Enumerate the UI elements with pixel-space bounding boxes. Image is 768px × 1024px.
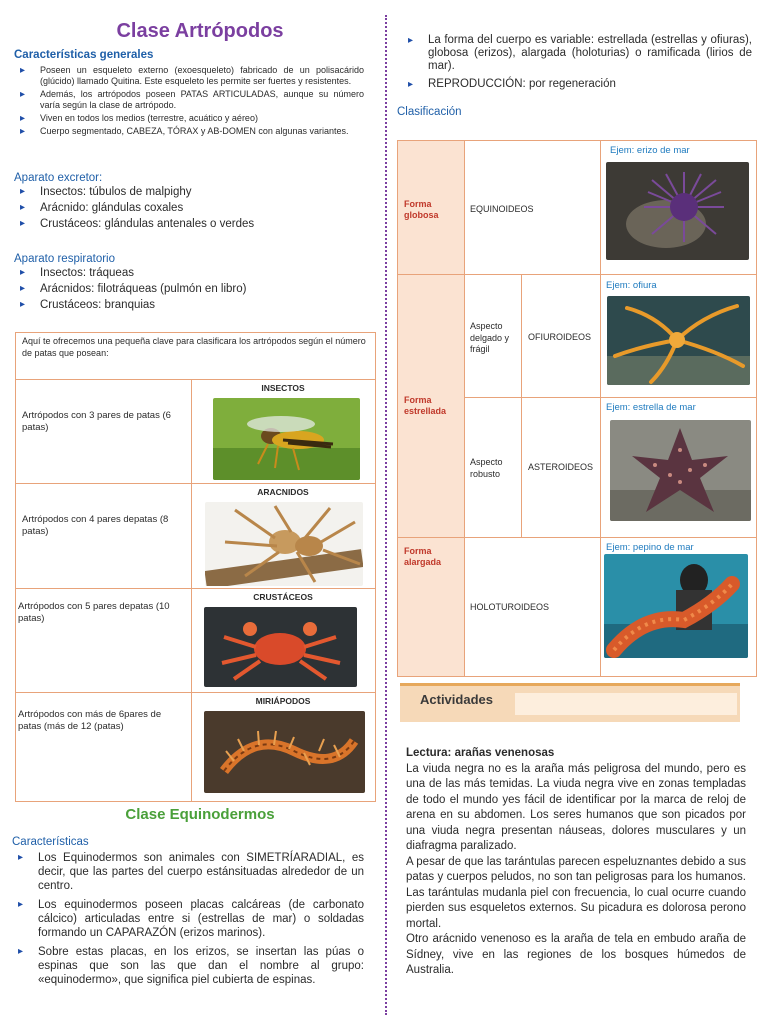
table-row [16,379,375,484]
list-item: ▸ Arácnido: glándulas coxales [14,200,364,216]
clase-ofiuroideos: OFIUROIDEOS [528,332,592,342]
lectura-paragraph: Otro arácnido venenoso es la araña de tela en embudo araña de Sídney, vive en las regiones de los bosques húmedos de Australia. [406,933,746,976]
list-item: ▸ Sobre estas placas, en los erizos, se insertan las púas o espinas que son las que dan el nombre al grupo: «equinodermo», que significa piel cubierta de espinas. [12,945,364,987]
starfish-image [610,420,751,521]
actividades-field [515,693,737,715]
key-row-text: Artrópodos con 5 pares depatas (10 patas) [18,601,170,624]
clasificacion-heading: Clasificación [397,106,462,118]
centipede-image [204,711,365,793]
aspecto-robusto: Aspecto robusto [470,457,503,479]
excretor-list [14,184,364,232]
actividades-banner [400,683,740,722]
insect-image [213,398,360,480]
key-row-label: ARACNIDOS [257,487,309,497]
list-item: ▸ Cuerpo segmentado, CABEZA, TÓRAX y AB-DOMEN con algunas variantes. [14,126,364,137]
general-list [14,65,364,137]
list-item: ▸ Insectos: tráqueas [14,265,364,281]
right-list [402,34,752,91]
list-item: ▸ Arácnidos: filotráqueas (pulmón en libro) [14,281,364,297]
classification-key-table [15,332,376,802]
ejem-erizo: Ejem: erizo de mar [610,145,690,156]
equinodermos-list [12,851,364,987]
equinodermos-heading: Características [12,836,89,848]
list-item: ▸ Crustáceos: glándulas antenales o verdes [14,216,364,232]
clasificacion-table [397,140,757,677]
clase-asteroideos: ASTEROIDEOS [528,462,594,472]
clase-equinoideos: EQUINOIDEOS [470,204,534,214]
excretor-heading: Aparato excretor: [14,172,103,184]
clase-holoturoideos: HOLOTUROIDEOS [470,602,550,612]
spider-image [205,502,363,586]
table-row [16,483,375,589]
key-row-text: Artrópodos con 4 pares depatas (8 patas) [22,514,169,537]
equinodermos-title: Clase Equinodermos [125,806,275,823]
list-item: ▸ Poseen un esqueleto externo (exoesqueleto) fabricado de un polisacárido (glúcido) llamado Quitina. Este esqueleto les permite ser fuertes y resistentes. [14,65,364,87]
respiratorio-heading: Aparato respiratorio [14,253,115,265]
list-item: ▸ Además, los artrópodos poseen PATAS ARTICULADAS, aunque su número varía según la clase de artrópodo. [14,89,364,111]
forma-alargada: Forma alargada [404,546,442,567]
list-item: ▸ Los Equinodermos son animales con SIMETRÍARADIAL, es decir, que las partes del cuerpo estánsituadas alrededor de un centro. [12,851,364,893]
key-row-label: INSECTOS [261,383,305,393]
ejem-pepino: Ejem: pepino de mar [606,542,694,553]
list-item: ▸ Insectos: túbulos de malpighy [14,184,364,200]
excretor-section [14,172,364,232]
sea-urchin-image [606,162,749,260]
list-item: ▸ La forma del cuerpo es variable: estrellada (estrellas y ofiuras), globosa (erizos), alargada (holoturias) o ramificada (lirios de mar). [402,34,752,73]
list-item: ▸ REPRODUCCIÓN: por regeneración [402,78,752,91]
respiratorio-section [14,253,364,313]
general-heading: Características generales [14,49,154,61]
ejem-ofiura: Ejem: ofiura [606,280,657,291]
table-row [16,692,375,802]
forma-globosa: Forma globosa [404,199,439,220]
key-row-text: Artrópodos con 3 pares de patas (6 patas) [22,410,171,433]
lectura-section [406,746,746,979]
sea-cucumber-image [604,554,748,658]
page-title: Clase Artrópodos [116,20,284,42]
lectura-title: Lectura: arañas venenosas [406,747,555,759]
table-row [16,588,375,693]
key-row-label: CRUSTÁCEOS [253,592,313,602]
column-divider [385,15,387,1015]
brittle-star-image [607,296,750,385]
list-item: ▸ Los equinodermos poseen placas calcáreas (de carbonato cálcico) articuladas entre si (estrellas de mar) o soldadas formando un CAPARAZÓN (erizos marinos). [12,898,364,940]
lectura-paragraph: La viuda negra no es la araña más peligrosa del mundo, pero es una de las más temidas. La viuda negra vive en zonas templadas de todo el mundo yes fácil de identificar por la marca de reloj de arena en su abdomen. Los seres humanos que son picados por una viuda negra presentan náuseas, dolores musculares y un diafragma paralizado. [406,762,746,852]
key-intro: Aquí te ofrecemos una pequeña clave para clasificara los artrópodos según el número de patas que posean: [22,336,366,358]
crab-image [204,607,357,687]
key-row-label: MIRIÁPODOS [255,696,311,706]
right-intro [402,34,752,96]
general-section [14,49,364,139]
lectura-paragraph: A pesar de que las tarántulas parecen espeluznantes debido a sus patas y cuerpos peludos, no son tan peligrosas para los humanos. Las tarántulas mudanla piel con frecuencia, lo cual ocurre cuando pierden sus esqueletos externos. Su picadura es dolorosa perono mortal. [406,855,746,930]
respiratorio-list [14,265,364,313]
equinodermos-section [12,836,364,992]
aspecto-delgado: Aspecto delgado y frágil [470,321,510,354]
forma-estrellada: Forma estrellada [404,395,447,416]
key-row-text: Artrópodos con más de 6pares de patas (más de 12 (patas) [18,709,162,732]
list-item: ▸ Crustáceos: branquias [14,297,364,313]
list-item: ▸ Viven en todos los medios (terrestre, acuático y aéreo) [14,113,364,124]
actividades-label: Actividades [420,692,493,707]
ejem-estrella: Ejem: estrella de mar [606,402,696,413]
